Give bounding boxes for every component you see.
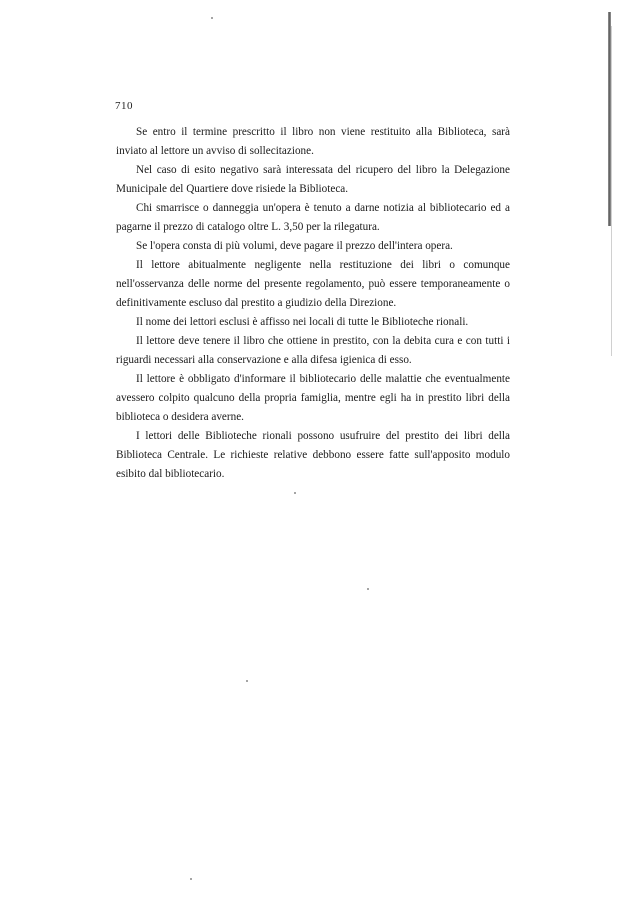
scan-speck [367, 588, 369, 590]
scan-speck [190, 878, 192, 880]
paragraph: Il lettore deve tenere il libro che ottiene in prestito, con la debita cura e con tutti i riguardi necessari alla conservazione e alla difesa igienica di esso. [116, 335, 510, 366]
paragraph: Il lettore è obbligato d'informare il bibliotecario delle malattie che eventualmente avessero colpito qualcuno della propria famiglia, mentre egli ha in prestito libri della biblioteca o desidera averne. [116, 373, 510, 423]
scan-speck [246, 680, 248, 682]
paragraph: Se entro il termine prescritto il libro non viene restituito alla Biblioteca, sarà inviato al lettore un avviso di sollecitazione. [116, 126, 510, 157]
body-text [116, 123, 510, 484]
page-number: 710 [115, 100, 133, 112]
paragraph: Chi smarrisce o danneggia un'opera è tenuto a darne notizia al bibliotecario ed a pagarne il prezzo di catalogo oltre L. 3,50 per la rilegatura. [116, 202, 510, 233]
paragraph: Nel caso di esito negativo sarà interessata del ricupero del libro la Delegazione Municipale del Quartiere dove risiede la Biblioteca. [116, 164, 510, 195]
page-edge-line [611, 26, 612, 356]
paragraph: Il nome dei lettori esclusi è affisso nei locali di tutte le Biblioteche rionali. [136, 316, 469, 328]
paragraph: Se l'opera consta di più volumi, deve pagare il prezzo dell'intera opera. [136, 240, 453, 252]
scan-speck [294, 492, 296, 494]
scan-speck [211, 17, 213, 19]
paragraph: I lettori delle Biblioteche rionali possono usufruire del prestito dei libri della Biblioteca Centrale. Le richieste relative debbono essere fatte sull'apposito modulo esibito dal bibliotecario. [116, 430, 510, 480]
paragraph: Il lettore abitualmente negligente nella restituzione dei libri o comunque nell'osservanza delle norme del presente regolamento, può essere temporaneamente o definitivamente escluso dal prestito a giudizio della Direzione. [116, 259, 510, 309]
